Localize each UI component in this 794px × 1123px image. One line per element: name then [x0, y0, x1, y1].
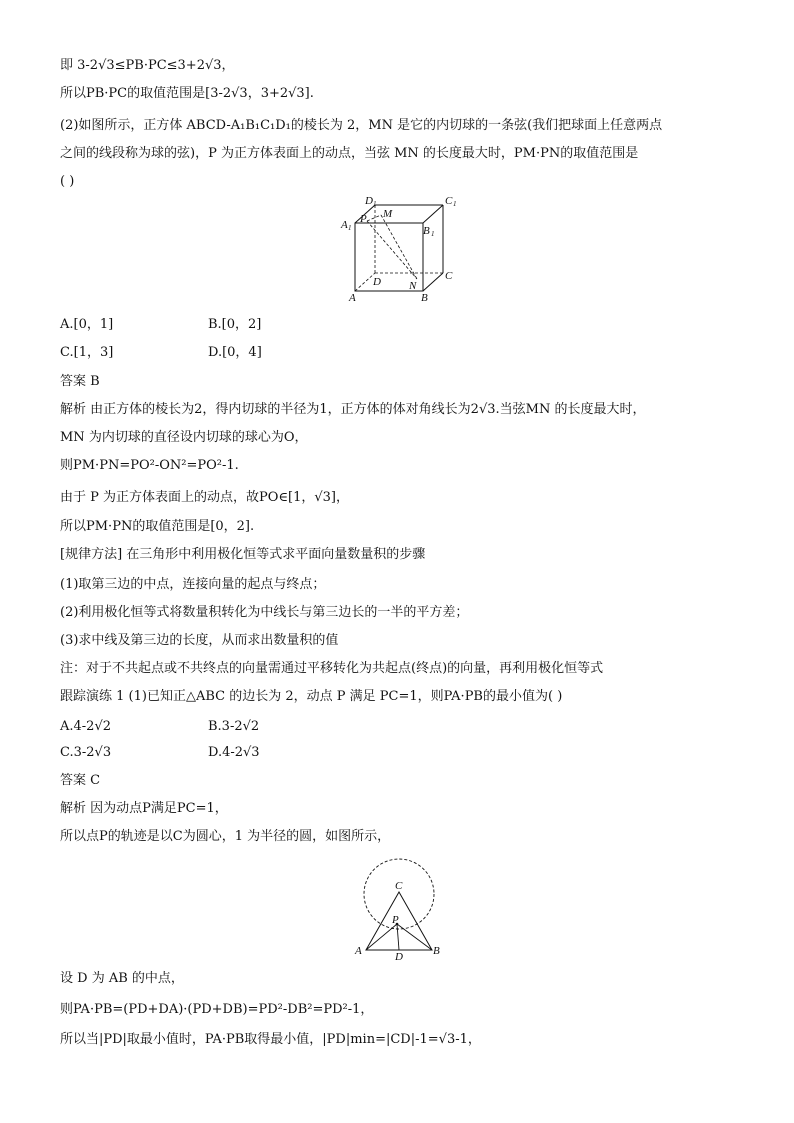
text-line: 之间的线段称为球的弦)，P 为正方体表面上的动点，当弦 MN 的长度最大时，PM·PN的取值范围是 [60, 146, 639, 161]
segment-pm [367, 215, 381, 221]
circle-locus [364, 859, 434, 929]
label-sub: 1 [348, 224, 352, 232]
text-line: 解析 由正方体的棱长为2，得内切球的半径为1，正方体的体对角线长为2√3.当弦MN 的长度最大时， [60, 402, 646, 417]
text-line: 设 D 为 AB 的中点， [60, 971, 184, 986]
label-d: D [373, 276, 381, 288]
text-line: 所以PM·PN的取值范围是[0，2]. [60, 519, 255, 534]
text-line: 所以PB·PC的取值范围是[3-2√3，3+2√3]. [60, 86, 314, 101]
text-line: 注：对于不共起点或不共终点的向量需通过平移转化为共起点(终点)的向量，再利用极化恒等式 [60, 661, 604, 676]
cube-figure [335, 193, 465, 305]
option-b: B.3-2√2 [208, 719, 260, 734]
text-line: MN 为内切球的直径设内切球的球心为O， [60, 430, 308, 445]
text-line: 则PM·PN=PO²-ON²=PO²-1. [60, 458, 239, 473]
text-line: (2)利用极化恒等式将数量积转化为中线长与第三边长的一半的平方差； [60, 605, 469, 620]
answer-line: 答案 B [60, 374, 100, 389]
label-b: B [421, 292, 428, 304]
option-a: A.4-2√2 [60, 719, 112, 734]
option-c: C.[1，3] [60, 345, 114, 360]
text-line: (3)求中线及第三边的长度，从而求出数量积的值 [60, 633, 339, 648]
label-sub: 1 [431, 230, 435, 238]
option-d: D.[0，4] [208, 345, 262, 360]
option-a: A.[0，1] [60, 317, 114, 332]
text-line: 则PA·PB=(PD+DA)·(PD+DB)=PD²-DB²=PD²-1， [60, 1002, 374, 1017]
text-line: (1)取第三边的中点，连接向量的起点与终点； [60, 577, 326, 592]
label-b: B [433, 945, 440, 957]
segment-pn [367, 221, 417, 279]
label-m: M [383, 208, 393, 220]
cube-edge [423, 205, 443, 223]
label-d: D [395, 951, 403, 963]
label-sub: 1 [453, 200, 457, 208]
option-c: C.3-2√3 [60, 745, 112, 760]
cube-edge [423, 273, 443, 291]
label-d1: D [365, 195, 373, 207]
text-line: 所以当|PD|取最小值时，PA·PB取得最小值，|PD|min=|CD|-1=√3-1， [60, 1032, 481, 1047]
text-line: 即 3-2√3≤PB·PC≤3+2√3， [60, 58, 235, 73]
text-line: 解析 因为动点P满足PC=1， [60, 801, 228, 816]
label-c: C [445, 270, 453, 282]
option-b: B.[0，2] [208, 317, 262, 332]
label-c1: C [445, 195, 453, 207]
text-line: 由于 P 为正方体表面上的动点，故PO∈[1，√3]， [60, 490, 350, 505]
segment-pd [397, 924, 399, 950]
label-b1: B [423, 225, 430, 237]
text-line: 跟踪演练 1 (1)已知正△ABC 的边长为 2，动点 P 满足 PC=1，则PA·PB的最小值为( ) [60, 689, 563, 704]
text-line: ( ) [60, 174, 75, 189]
text-line: 所以点P的轨迹是以C为圆心，1 为半径的圆，如图所示， [60, 829, 391, 844]
label-c: C [395, 880, 403, 892]
label-a1: A [341, 219, 348, 231]
text-line: (2)如图所示，正方体 ABCD-A₁B₁C₁D₁的棱长为 2，MN 是它的内切球的一条弦(我们把球面上任意两点 [60, 118, 663, 133]
option-d: D.4-2√3 [208, 745, 260, 760]
label-a: A [349, 292, 356, 304]
label-p: P [360, 213, 367, 225]
triangle-circle-figure [352, 856, 444, 964]
answer-line: 答案 C [60, 773, 101, 788]
label-a: A [355, 945, 362, 957]
label-p: P [392, 914, 399, 926]
text-line: [规律方法] 在三角形中利用极化恒等式求平面向量数量积的步骤 [60, 547, 426, 562]
label-n: N [409, 280, 417, 292]
segment-pb [397, 924, 432, 950]
segment-mn [381, 215, 417, 279]
segment-pa [366, 924, 397, 950]
cube-hidden-edge [355, 273, 375, 291]
label-sub: 1 [373, 200, 377, 208]
